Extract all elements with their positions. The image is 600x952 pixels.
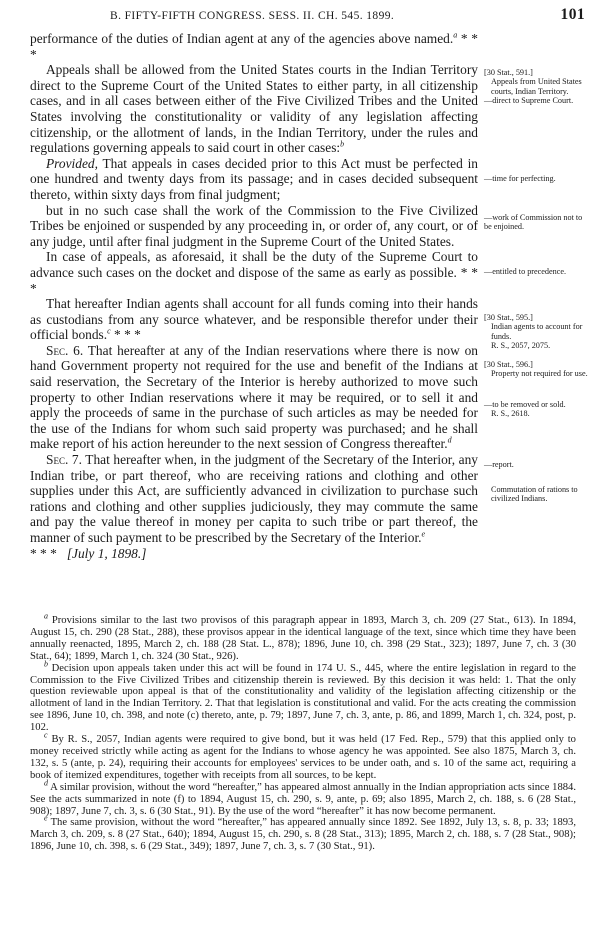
running-header — [30, 6, 585, 25]
closing-line: * * * [July 1, 1898.] — [30, 545, 147, 561]
statute-text — [30, 31, 478, 561]
section-7-label: Sec. 7. — [46, 452, 82, 468]
footnote-b: $^b$ Decision upon appeals taken under this act will be found in 174 U. S., 445, where the entire legislation in regard to the Commission to the Five Civilized Tribes and citizenship therein is reviewed. By this decision it was held: 1. That the only question reviewable upon appeal is that of the constitutionality and validity of the legislation affecting citizenship or the allotment of land in the Indian Territory. 2. That that legislation is constitutional and valid. For the acts creating the commission see 1896, June 10, ch. 398, and note (c) thereto, ante, p. 79; 1897, June 7, ch. 3, ante, p. 86, and 1899, March 1, ch. 324, post, p. 102. — [30, 659, 576, 734]
paragraph-proviso: Provided, That appeals in cases decided prior to this Act must be perfected in one hundred and twenty days from its passage; and in cases decided subsequent thereto, within sixty days from final judgment; — [30, 155, 478, 202]
footnote-e: $^e$ The same provision, without the word “hereafter,” has appeared annually since 1892. See 1892, July 13, s. 8, p. 33; 1893, March 3, ch. 209, s. 8 (27 Stat., 640); 1894, August 15, ch. 290, s. 8 (28 Stat., 313); 1895, March 2, ch. 188, s. 7 (28 Stat., 908); 1896, June 10, ch. 398, s. 6 (29 Stat., 349); 1897, June 7, ch. 3, s. 7 (30 Stat., 91). — [30, 813, 576, 853]
paragraph-precedence: In case of appeals, as aforesaid, it shall be the duty of the Supreme Court to advance such cases on the docket and dispose of the same as early as possible. * * * — [30, 249, 479, 296]
footnote-ref-a[interactable]: a — [453, 30, 458, 40]
approval-date: [July 1, 1898.] — [66, 545, 147, 561]
margin-note-removed: —to be removed or sold. R. S., 2618. — [484, 400, 566, 419]
footnote-c: $^c$ By R. S., 2057, Indian agents were required to give bond, but it was held (17 Fed. Rep., 579) that this applied only to money received strictly while acting as agent for the Indians to whose agency he was appointed. See also 1875, March 3, ch. 132, s. 5 (ante, p. 24), requiring their accounts for employees' services to be under oath, and s. 10 of the same act, requiring a book of itemized expenditures, together with receipts from all sources, to be kept. — [30, 730, 576, 781]
section-6-label: Sec. 6. — [46, 342, 84, 358]
paragraph-agents-account: That hereafter Indian agents shall account for all funds coming into their hands as custodians from any source whatever, and be responsible therefor under their official bonds.$^c$ * * * — [30, 296, 478, 343]
footnote-ref-e[interactable]: e — [421, 529, 426, 539]
page-number: 101 — [560, 6, 585, 23]
proviso-label: Provided, — [46, 155, 98, 171]
margin-note-agents: [30 Stat., 595.] Indian agents to account for funds. R. S., 2057, 2075. — [484, 313, 583, 351]
paragraph-appeals: Appeals shall be allowed from the United States courts in the Indian Territory direct to the Supreme Court of the United States to either party, in all citizenship cases, and in all cases between either of the Five Civilized Tribes and the United States involving the constitutionality or validity of any legislation affecting citizenship, or the allotment of lands, in the Indian Territory, under the rules and regulations governing appeals to said court in other cases:$^b$ — [30, 62, 478, 156]
footnote-ref-d[interactable]: d — [447, 435, 452, 445]
margin-note-report: —report. — [484, 460, 514, 469]
section-7: Sec. 7. That hereafter when, in the judgment of the Secretary of the Interior, any Indian tribe, or part thereof, who are receiving rations and clothing and other supplies under this Act, are sufficiently advanced in civilization to purchase such rations and clothing and other supplies judiciously, they may commute the same and pay the value thereof in money per capita to such tribe or part thereof, the manner of such payment to be prescribed by the Secretary of the Interior.$^e$ — [30, 452, 478, 545]
footnote-d: $^d$ A similar provision, without the word “hereafter,” has appeared almost annually in the Indian appropriation acts since 1884. See the acts summarized in note (f) to 1894, August 15, ch. 290, s. 9, ante, p. 69; also 1895, March 2, ch. 188, s. 6 (28 Stat., 908); 1897, June 7, ch. 3, s. 6 (30 Stat., 91). By the use of the word “hereafter” it has now become permanent. — [30, 778, 576, 817]
margin-note-appeals: [30 Stat., 591.] Appeals from United States courts, Indian Territory. —direct to Supreme Court. — [484, 68, 582, 106]
running-title: B. FIFTY-FIFTH CONGRESS. SESS. II. CH. 545. 1899. — [110, 10, 395, 22]
paragraph-commission: but in no such case shall the work of the Commission to the Five Civilized Tribes be enjoined or suspended by any proceeding in, or order of, any court, or of any judge, until after final judgment in the Supreme Court of the United States. — [30, 202, 478, 249]
margin-note-work-commission: —work of Commission not to be enjoined. — [484, 213, 583, 232]
paragraph-0: performance of the duties of Indian agent at any of the agencies above named.$^a$ * * * — [30, 30, 479, 62]
footnote-a: $^a$ Provisions similar to the last two provisos of this paragraph appear in 1893, March 3, ch. 209 (27 Stat., 613). In 1894, August 15, ch. 290 (28 Stat., 288), these provisos appear in the identical language of the text, since which time they have been annually reenacted, 1895, March 2, ch. 188 (28 Stat. L., 878); 1896, June 10, ch. 398 (29 Stat., 323); 1897, June 7, ch. 3 (30 Stat., 64); 1899, March 1, ch. 324 (30 Stat., 926). — [30, 611, 576, 662]
footnotes — [30, 611, 576, 853]
margin-note-precedence: —entitled to precedence. — [484, 267, 567, 276]
section-6: Sec. 6. That hereafter at any of the Indian reservations where there is now on hand Government property not required for the use and benefit of the Indians at said reservation, the Secretary of the Interior is hereby authorized to move such property to other Indian reservations where it may be required, or to sell it and apply the proceeds of same in the purchase of such articles as may be needed for the use of the Indians for whom such said property was purchased; and he shall make report of his action hereunder to the next session of Congress thereafter.$^d$ — [30, 342, 478, 452]
footnote-ref-c[interactable]: c — [107, 326, 111, 336]
footnote-ref-b[interactable]: b — [340, 139, 345, 149]
margin-note-time: —time for perfecting. — [484, 174, 556, 183]
margin-note-property: [30 Stat., 596.] Property not required for use. — [484, 360, 588, 379]
margin-note-commutation: Commutation of rations to civilized Indians. — [491, 485, 578, 504]
